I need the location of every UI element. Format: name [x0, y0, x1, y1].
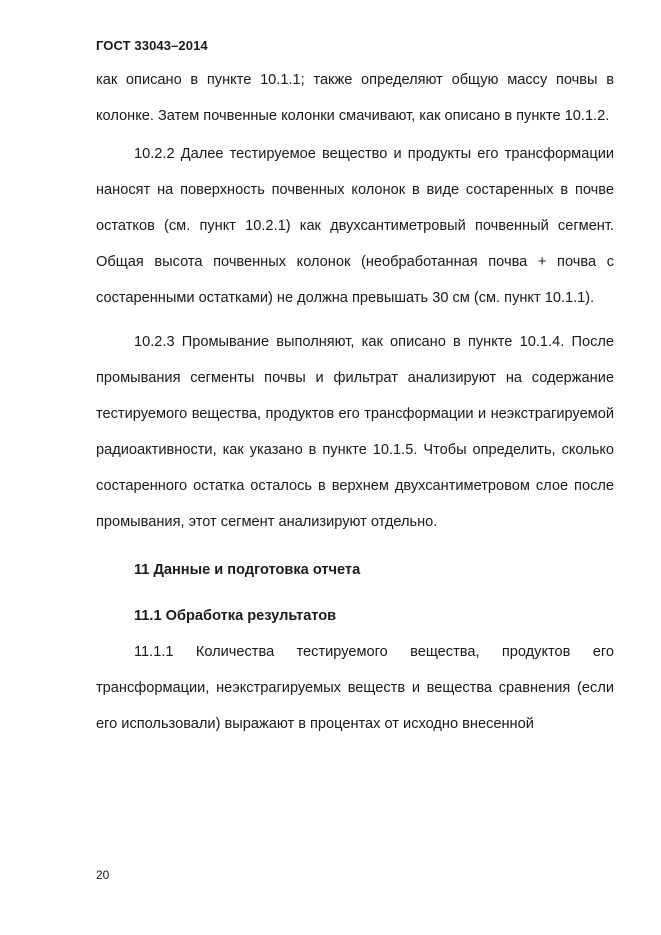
- document-header: ГОСТ 33043–2014: [96, 38, 208, 53]
- paragraph-continuation: как описано в пункте 10.1.1; также определяют общую массу почвы в колонке. Затем почвенные колонки смачивают, как описано в пункте 10.1.2.: [96, 72, 614, 124]
- paragraph-11-1-1: 11.1.1 Количества тестируемого вещества, продуктов его трансформации, неэкстрагируемых веществ и вещества сравнения (если его использовали) выражают в процентах от исходно внесенной: [96, 644, 614, 732]
- section-heading-11: 11 Данные и подготовка отчета: [134, 562, 361, 578]
- paragraph-10-2-2: 10.2.2 Далее тестируемое вещество и продукты его трансформации наносят на поверхность почвенных колонок в виде состаренных в почве остатков (см. пункт 10.2.1) как двухсантиметровый почвенный сегмент. Общая высота почвенных колонок (необработанная почва + почва с состаренными остатками) не должна превышать 30 см (см. пункт 10.1.1).: [96, 146, 614, 306]
- page-number: 20: [96, 868, 110, 882]
- paragraph-10-2-3: 10.2.3 Промывание выполняют, как описано в пункте 10.1.4. После промывания сегменты почвы и фильтрат анализируют на содержание тестируемого вещества, продуктов его трансформации и неэкстрагируемой радиоактивности, как указано в пункте 10.1.5. Чтобы определить, сколько состаренного остатка осталось в верхнем двухсантиметровом слое после промывания, этот сегмент анализируют отдельно.: [96, 334, 614, 530]
- document-body: [96, 62, 614, 742]
- section-heading-11-1: 11.1 Обработка результатов: [134, 608, 337, 624]
